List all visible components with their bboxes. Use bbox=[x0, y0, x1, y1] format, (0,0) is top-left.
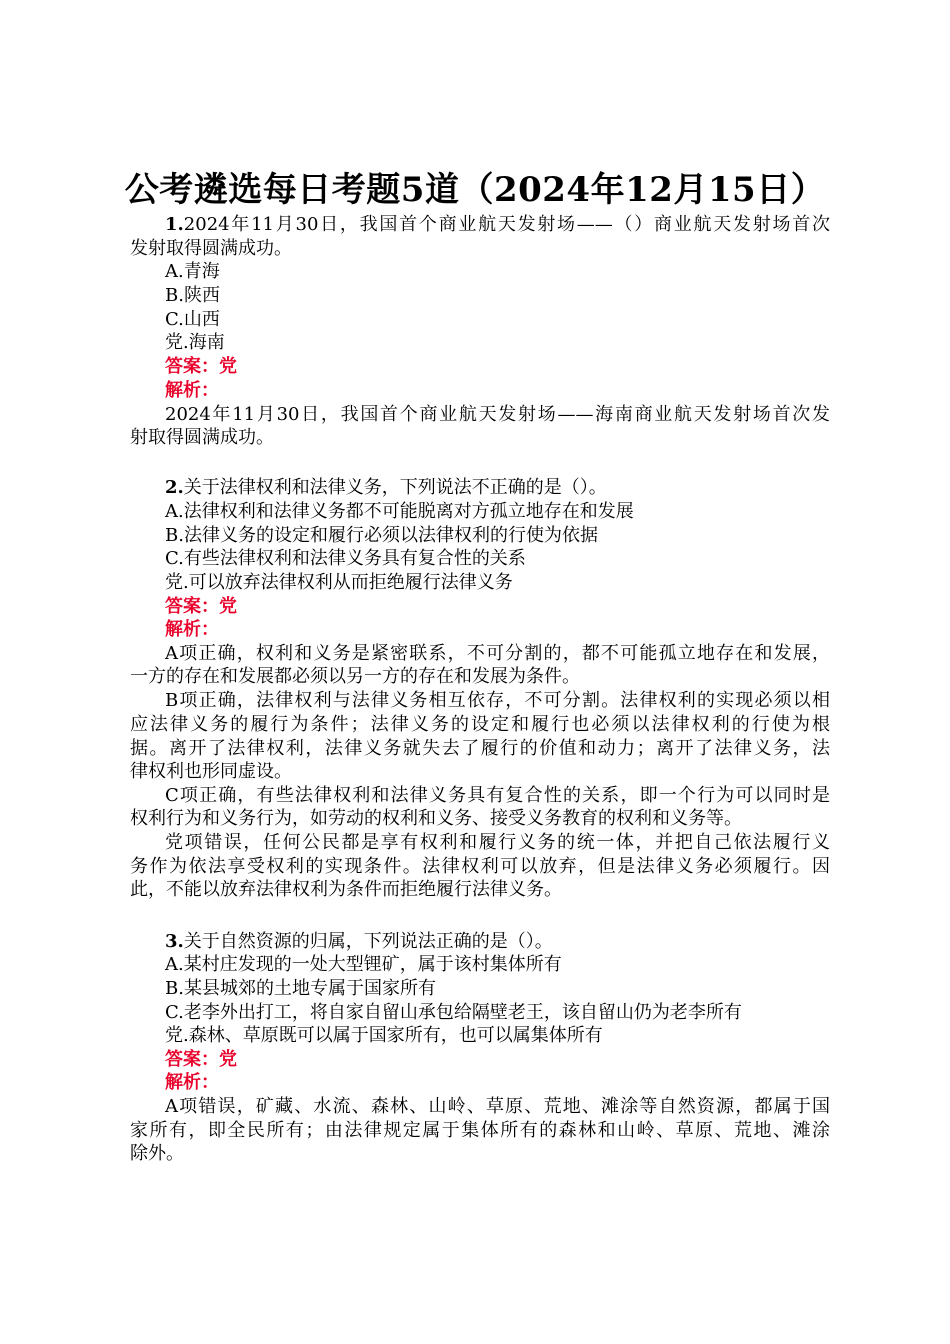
question-1-number: 1. bbox=[165, 214, 184, 235]
question-3-option-b: B.某县城郊的土地专属于国家所有 bbox=[165, 978, 436, 999]
question-1-option-a: A.青海 bbox=[165, 261, 220, 282]
question-2-answer: 答案：党 bbox=[165, 596, 237, 617]
question-1-stem-line-1: 1.2024年11月30日，我国首个商业航天发射场——（）商业航天发射场首次 bbox=[165, 214, 830, 235]
question-2-analysis-line: 党项错误，任何公民都是享有权利和履行义务的统一体，并把自己依法履行义 bbox=[165, 832, 830, 853]
question-1-analysis-line: 2024年11月30日，我国首个商业航天发射场——海南商业航天发射场首次发 bbox=[165, 404, 830, 425]
question-3-analysis-label: 解析： bbox=[165, 1072, 219, 1093]
question-2-analysis-line: A项正确，权利和义务是紧密联系，不可分割的，都不可能孤立地存在和发展， bbox=[165, 643, 830, 664]
question-3-option-a: A.某村庄发现的一处大型锂矿，属于该村集体所有 bbox=[165, 954, 562, 975]
question-2-analysis-line: 据。离开了法律权利，法律义务就失去了履行的价值和动力；离开了法律义务，法 bbox=[130, 738, 830, 759]
question-1-stem-line-2: 发射取得圆满成功。 bbox=[130, 238, 292, 259]
question-2-analysis-line: 应法律义务的履行为条件；法律义务的设定和履行也必须以法律权利的行使为根 bbox=[130, 714, 830, 735]
question-2-option-d: 党.可以放弃法律权利从而拒绝履行法律义务 bbox=[165, 572, 513, 593]
question-3-stem: 3.关于自然资源的归属，下列说法正确的是（）。 bbox=[165, 931, 553, 952]
question-1-option-d: 党.海南 bbox=[165, 332, 225, 353]
question-3-analysis-line: A项错误，矿藏、水流、森林、山岭、草原、荒地、滩涂等自然资源，都属于国 bbox=[165, 1096, 830, 1117]
question-3-number: 3. bbox=[165, 931, 184, 952]
question-2-analysis-line: B项正确，法律权利与法律义务相互依存，不可分割。法律权利的实现必须以相 bbox=[165, 690, 830, 711]
question-2-option-a: A.法律权利和法律义务都不可能脱离对方孤立地存在和发展 bbox=[165, 501, 634, 522]
question-2-analysis-line: 此，不能以放弃法律权利为条件而拒绝履行法律义务。 bbox=[130, 879, 562, 900]
question-2-number: 2. bbox=[165, 477, 184, 498]
question-2-analysis-line: C项正确，有些法律权利和法律义务具有复合性的关系，即一个行为可以同时是 bbox=[165, 785, 830, 806]
question-3-analysis-line: 除外。 bbox=[130, 1143, 184, 1164]
question-2-option-c: C.有些法律权利和法律义务具有复合性的关系 bbox=[165, 548, 526, 569]
question-1-answer: 答案：党 bbox=[165, 356, 237, 377]
question-3-answer: 答案：党 bbox=[165, 1049, 237, 1070]
question-2-analysis-line: 务作为依法享受权利的实现条件。法律权利可以放弃，但是法律义务必须履行。因 bbox=[130, 856, 830, 877]
question-1-option-b: B.陕西 bbox=[165, 285, 220, 306]
question-1-analysis-line: 射取得圆满成功。 bbox=[130, 427, 274, 448]
question-2-analysis-label: 解析： bbox=[165, 619, 219, 640]
question-2-analysis-line: 一方的存在和发展都必须以另一方的存在和发展为条件。 bbox=[130, 666, 580, 687]
question-3-analysis-line: 家所有，即全民所有；由法律规定属于集体所有的森林和山岭、草原、荒地、滩涂 bbox=[130, 1120, 830, 1141]
question-3-option-d: 党.森林、草原既可以属于国家所有，也可以属集体所有 bbox=[165, 1025, 603, 1046]
question-2-stem: 2.关于法律权利和法律义务，下列说法不正确的是（）。 bbox=[165, 477, 607, 498]
question-3-option-c: C.老李外出打工，将自家自留山承包给隔壁老王，该自留山仍为老李所有 bbox=[165, 1002, 742, 1023]
question-1-analysis-label: 解析： bbox=[165, 380, 219, 401]
question-2-analysis-line: 律权利也形同虚设。 bbox=[130, 761, 292, 782]
question-2-option-b: B.法律义务的设定和履行必须以法律权利的行使为依据 bbox=[165, 525, 598, 546]
question-1-option-c: C.山西 bbox=[165, 309, 220, 330]
page-title: 公考遴选每日考题5道（2024年12月15日） bbox=[124, 170, 826, 210]
question-2-analysis-line: 权利行为和义务行为，如劳动的权利和义务、接受义务教育的权利和义务等。 bbox=[130, 808, 742, 829]
